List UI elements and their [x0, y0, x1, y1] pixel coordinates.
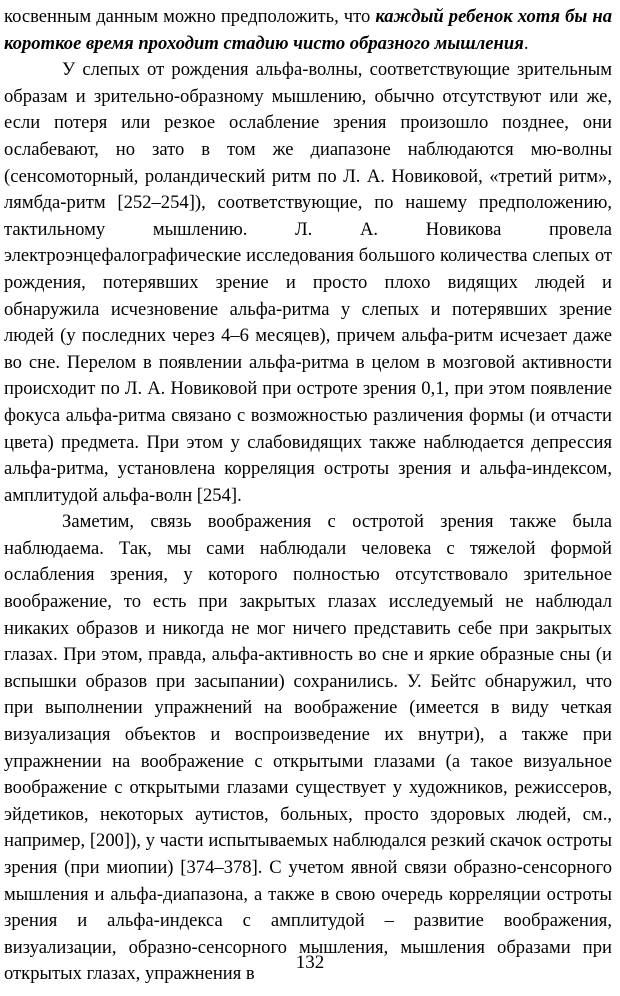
- page-number: 132: [295, 952, 325, 973]
- paragraph-1-emphasis: каждый ребенок хотя бы на короткое время проходит стадию чисто образного мышления: [4, 6, 612, 54]
- paragraph-3: Заметим, связь воображения с остротой зрения также была наблюдаема. Так, мы сами наблюдали человека с тяжелой формой ослабления зрения, у которого полностью отсутствовало зрительное воображение, то есть при закрытых глазах исследуемый не наблюдал никаких образов и никогда не мог ничего представить себе при закрытых глазах. При этом, правда, альфа-активность во сне и яркие образные сны (и вспышки образов при засыпании) сохранились. У. Бейтс обнаружил, что при выполнении упражнений на воображение (имеется в виду четкая визуализация объектов и воспроизведение их внутри), а также при упражнении на воображение с открытыми глазами (а такое визуальное воображение с открытыми глазами существует у художников, режиссеров, эйдетиков, некоторых аутистов, больных, просто здоровых людей, см., например, [200]), у части испытываемых наблюдался резкий скачок остроты зрения (при миопии) [374–378]. С учетом явной связи образно-сенсорного мышления и альфа-диапазона, а также в свою очередь корреляции остроты зрения и альфа-индекса с амплитудой – развитие воображения, визуализации, образно-сенсорного мышления, мышления образами при открытых глазах, упражнения в: [4, 511, 612, 985]
- paragraph-2: У слепых от рождения альфа-волны, соответствующие зрительным образам и зрительно-образному мышлению, обычно отсутствуют или же, если потеря или резкое ослабление зрения произошло позднее, они ослабевают, но зато в том же диапазоне наблюдаются мю-волны (сенсомоторный, роландический ритм по Л. А. Новиковой, «третий ритм», лямбда-ритм [252–254]), соответствующие, по нашему предположению, тактильному мышлению. Л. А. Новикова провела электроэнцефалографические исследования большого количества слепых от рождения, потерявших зрение и просто плохо видящих людей и обнаружила исчезновение альфа-ритма у слепых и потерявших зрение людей (у последних через 4–6 месяцев), причем альфа-ритм исчезает даже во сне. Перелом в появлении альфа-ритма в целом в мозговой активности происходит по Л. А. Новиковой при остроте зрения 0,1, при этом появление фокуса альфа-ритма связано с возможностью различения формы (и отчасти цвета) предмета. При этом у слабовидящих также наблюдается депрессия альфа-ритма, установлена корреляция остроты зрения и альфа-индексом, амплитудой альфа-волн [254].: [4, 59, 612, 506]
- paragraph-1-lead: косвенным данным можно предположить, что: [4, 6, 376, 27]
- paragraph-1: [4, 4, 612, 57]
- paragraph-1-tail: .: [523, 32, 529, 54]
